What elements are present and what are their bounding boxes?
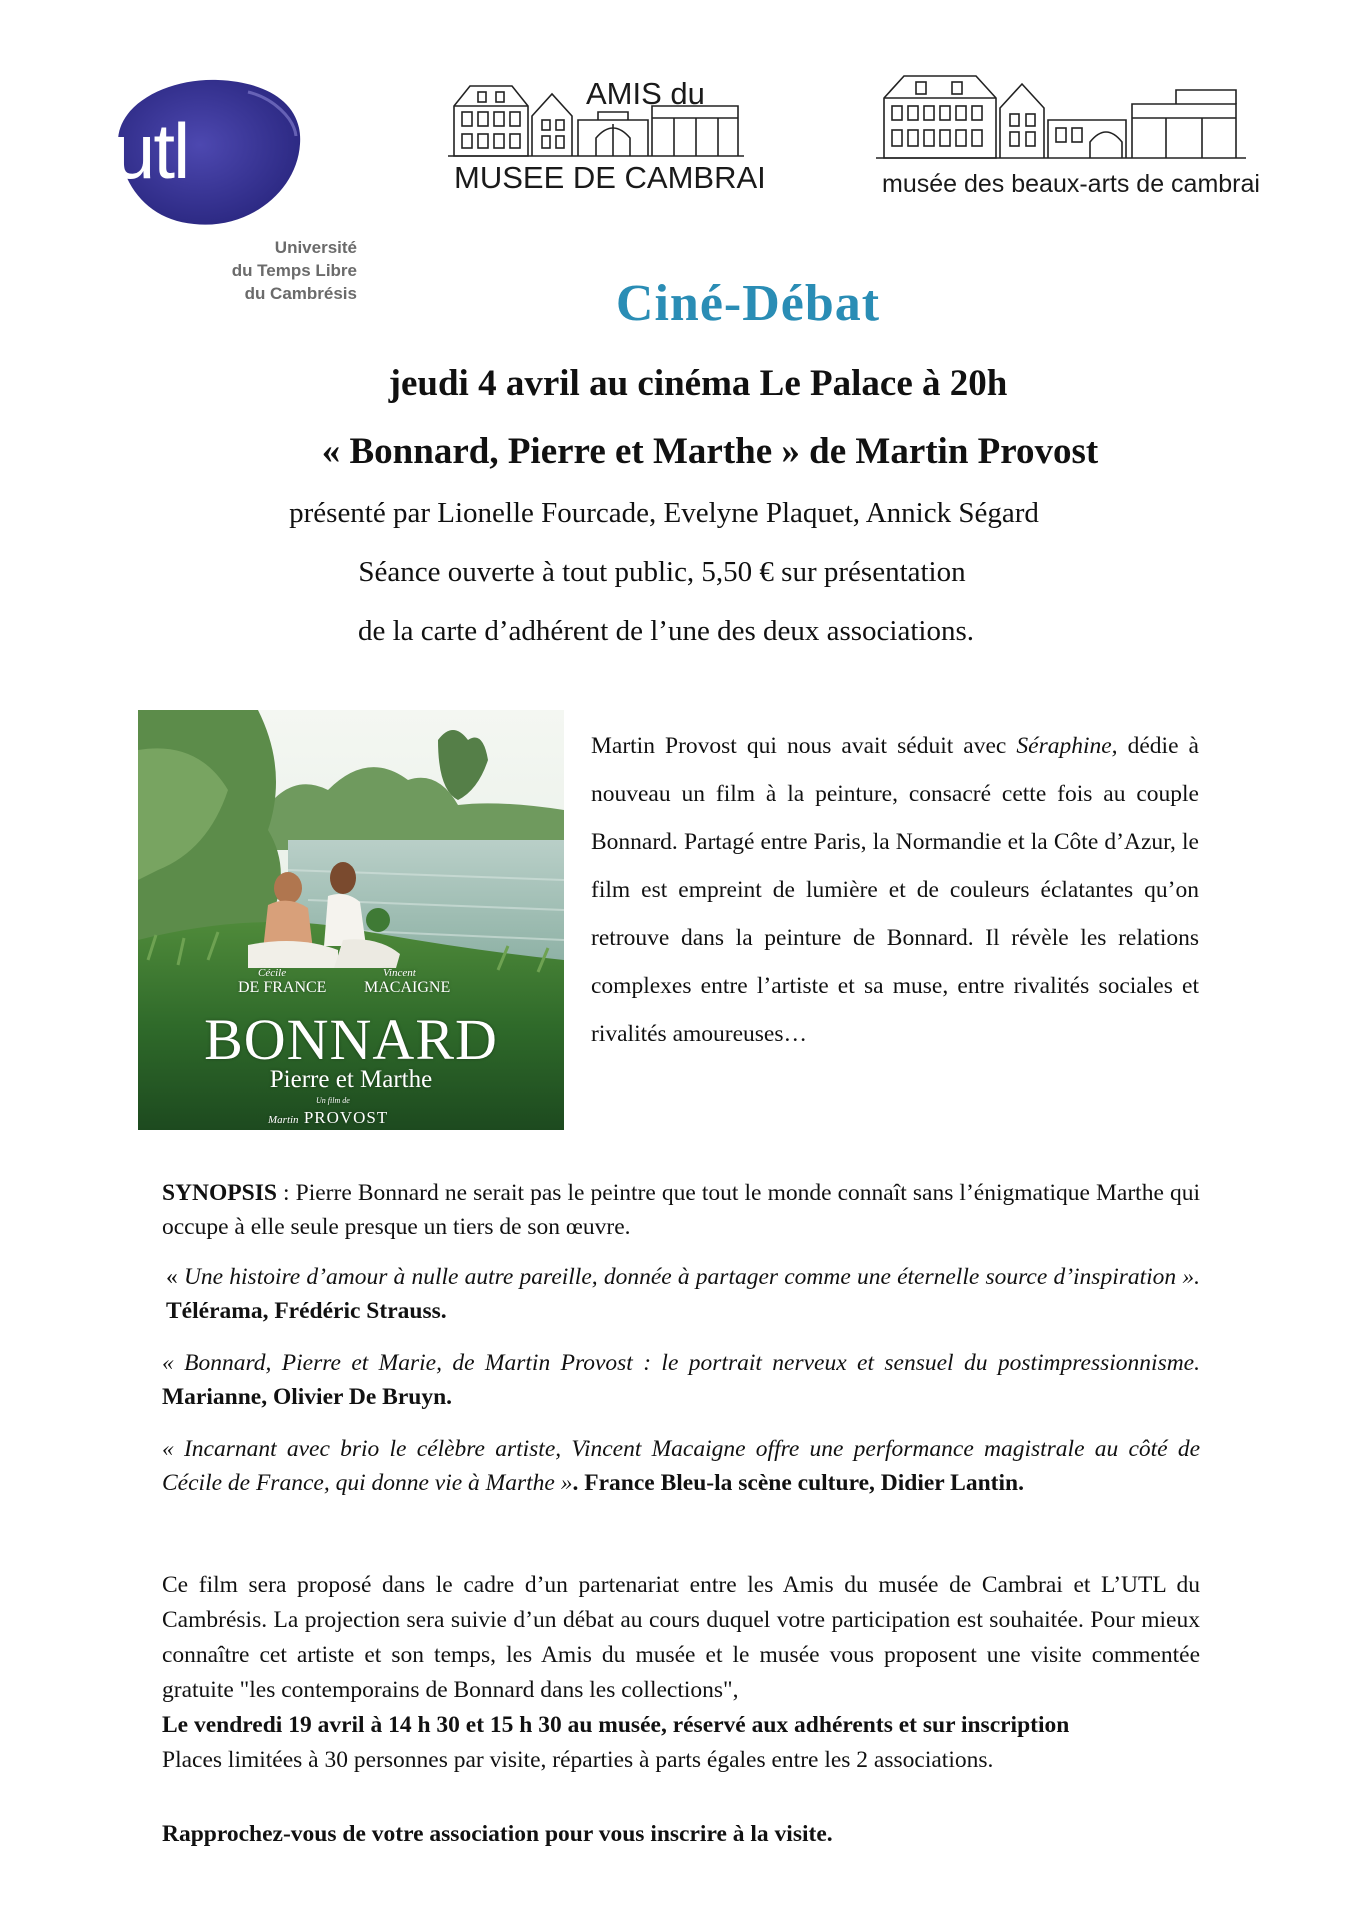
poster-actor-2-last: MACAIGNE (364, 979, 451, 996)
review-quote (162, 1346, 1200, 1414)
quote-text: « Bonnard, Pierre et Marie, de Martin Provost : le portrait nerveux et sensuel du postimpressionnisme. (162, 1350, 1200, 1376)
utl-wordmark: utl (112, 107, 189, 195)
quote-open: « (166, 1264, 184, 1290)
poster-director (268, 1108, 388, 1128)
presenters-line: présenté par Lionelle Fourcade, Evelyne Plaquet, Annick Ségard (289, 497, 1039, 529)
film-poster (138, 710, 564, 1130)
partnership-text: Ce film sera proposé dans le cadre d’un partenariat entre les Amis du musée de Cambrai et L’UTL du Cambrésis. La projection sera suivie d’un débat au cours duquel votre participation est souhaitée. Pour mieux connaître cet artiste et son temps, les Amis du musée et le musée vous proposent une visite commentée gratuite "les contemporains de Bonnard dans les collections", (162, 1572, 1200, 1703)
intro-text-rest: dédie à nouveau un film à la peinture, consacré cette fois au couple Bonnard. Partagé entre Paris, la Normandie et la Côte d’Azur, le film est empreint de lumière et de couleurs éclatantes qu’on retrouve dans la peinture de Bonnard. Il révèle les relations complexes entre l’artiste et sa muse, entre rivalités sociales et rivalités amoureuses… (591, 733, 1199, 1047)
access-line-2: de la carte d’adhérent de l’une des deux associations. (358, 615, 974, 647)
musee-logo-text: musée des beaux-arts de cambrai (882, 170, 1260, 198)
amis-du-musee-logo (448, 76, 808, 206)
film-title-line: « Bonnard, Pierre et Marthe » de Martin Provost (321, 431, 1099, 472)
poster-film-subtitle: Pierre et Marthe (269, 1066, 433, 1093)
quote-text: Une histoire d’amour à nulle autre pareille, donnée à partager comme une éternelle source d’inspiration ». (183, 1264, 1200, 1290)
quote-source: . France Bleu-la scène culture, Didier Lantin. (572, 1470, 1024, 1496)
synopsis-label: SYNOPSIS (162, 1180, 277, 1206)
review-quote (162, 1260, 1200, 1328)
poster-director-first: Martin (268, 1114, 299, 1126)
musee-beaux-arts-logo (876, 68, 1316, 208)
quote-source: Marianne, Olivier De Bruyn. (162, 1384, 453, 1410)
visit-details: Le vendredi 19 avril à 14 h 30 et 15 h 30 au musée, réservé aux adhérents et sur inscription (162, 1712, 1070, 1738)
utl-subtitle-line: Université (274, 238, 357, 257)
film-intro-paragraph (591, 722, 1199, 1058)
intro-text-start: Martin Provost qui nous avait séduit avec (591, 733, 1017, 759)
closing-note: Rapprochez-vous de votre association pour vous inscrire à la visite. (162, 1821, 833, 1847)
poster-director-last: PROVOST (303, 1108, 389, 1127)
synopsis-text: : Pierre Bonnard ne serait pas le peintre que tout le monde connaît sans l’énigmatique Marthe qui occupe à elle seule presque un tiers de son œuvre. (162, 1180, 1200, 1240)
amis-logo-bottom-text: MUSEE DE CAMBRAI (454, 160, 766, 195)
review-quote (162, 1432, 1200, 1500)
poster-film-title: BONNARD (204, 1007, 498, 1072)
poster-credit-prefix: Un film de (316, 1096, 350, 1105)
synopsis-paragraph (162, 1176, 1200, 1244)
quote-text: « Incarnant avec brio le célèbre artiste, Vincent Macaigne offre une performance magistrale au côté de Cécile de France, qui donne vie à Marthe » (162, 1436, 1200, 1496)
utl-subtitle-line: du Temps Libre (231, 261, 357, 280)
event-date-line: jeudi 4 avril au cinéma Le Palace à 20h (388, 363, 1008, 404)
poster-actor-1-last: DE FRANCE (238, 979, 327, 996)
amis-logo-top-text: AMIS du (586, 76, 705, 111)
intro-italic-title: Séraphine, (1016, 733, 1118, 759)
page-title: Ciné-Débat (615, 275, 881, 332)
access-line-1: Séance ouverte à tout public, 5,50 € sur présentation (358, 556, 966, 588)
partnership-paragraph (162, 1568, 1200, 1778)
utl-subtitle-line: du Cambrésis (244, 284, 357, 303)
poster-actor-2-first: Vincent (383, 967, 416, 979)
visit-places: Places limitées à 30 personnes par visite, réparties à parts égales entre les 2 associations. (162, 1747, 994, 1773)
poster-actor-1-first: Cécile (258, 967, 287, 979)
quote-source: Télérama, Frédéric Strauss. (166, 1298, 447, 1324)
musee-buildings-drawing (876, 68, 1316, 168)
